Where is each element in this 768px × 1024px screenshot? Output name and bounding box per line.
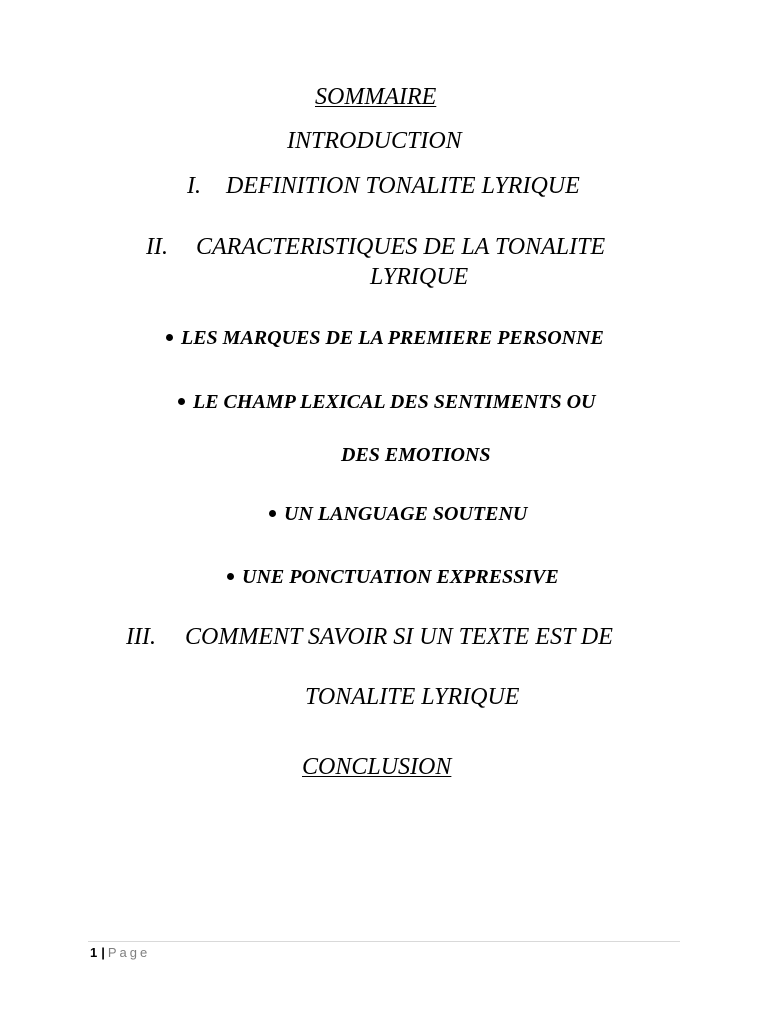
toc-bullet-2-cont: DES EMOTIONS	[341, 444, 491, 466]
bullet-text: LES MARQUES DE LA PREMIERE PERSONNE	[181, 327, 604, 349]
toc-section-1	[187, 173, 580, 200]
page-number: 1	[90, 945, 98, 960]
toc-bullet-3	[269, 503, 527, 526]
section-title: CARACTERISTIQUES DE LA TONALITE	[196, 234, 606, 260]
section-title: DEFINITION TONALITE LYRIQUE	[226, 173, 580, 199]
toc-introduction: INTRODUCTION	[287, 128, 462, 154]
toc-bullet-2	[178, 391, 596, 414]
section-numeral: III.	[126, 624, 156, 650]
toc-section-2-cont: LYRIQUE	[370, 264, 469, 290]
toc-bullet-4	[227, 566, 559, 589]
bullet-icon	[166, 334, 173, 341]
section-title: COMMENT SAVOIR SI UN TEXTE EST DE	[185, 624, 613, 650]
bullet-text: UN LANGUAGE SOUTENU	[284, 503, 528, 525]
section-numeral: I.	[187, 173, 201, 199]
section-numeral: II.	[146, 234, 168, 260]
bullet-icon	[269, 510, 276, 517]
bullet-text: UNE PONCTUATION EXPRESSIVE	[242, 566, 559, 588]
page-label: Page	[107, 945, 151, 960]
toc-section-3-cont: TONALITE LYRIQUE	[305, 684, 520, 710]
toc-conclusion: CONCLUSION	[302, 754, 452, 780]
footer-separator: |	[101, 945, 105, 960]
bullet-text: LE CHAMP LEXICAL DES SENTIMENTS OU	[193, 391, 596, 413]
footer-divider	[88, 941, 680, 942]
toc-bullet-1	[166, 327, 604, 350]
toc-title: SOMMAIRE	[315, 84, 437, 110]
bullet-icon	[178, 398, 185, 405]
toc-section-3	[126, 624, 613, 651]
page-footer	[90, 945, 150, 960]
toc-section-2	[146, 234, 605, 261]
bullet-icon	[227, 573, 234, 580]
